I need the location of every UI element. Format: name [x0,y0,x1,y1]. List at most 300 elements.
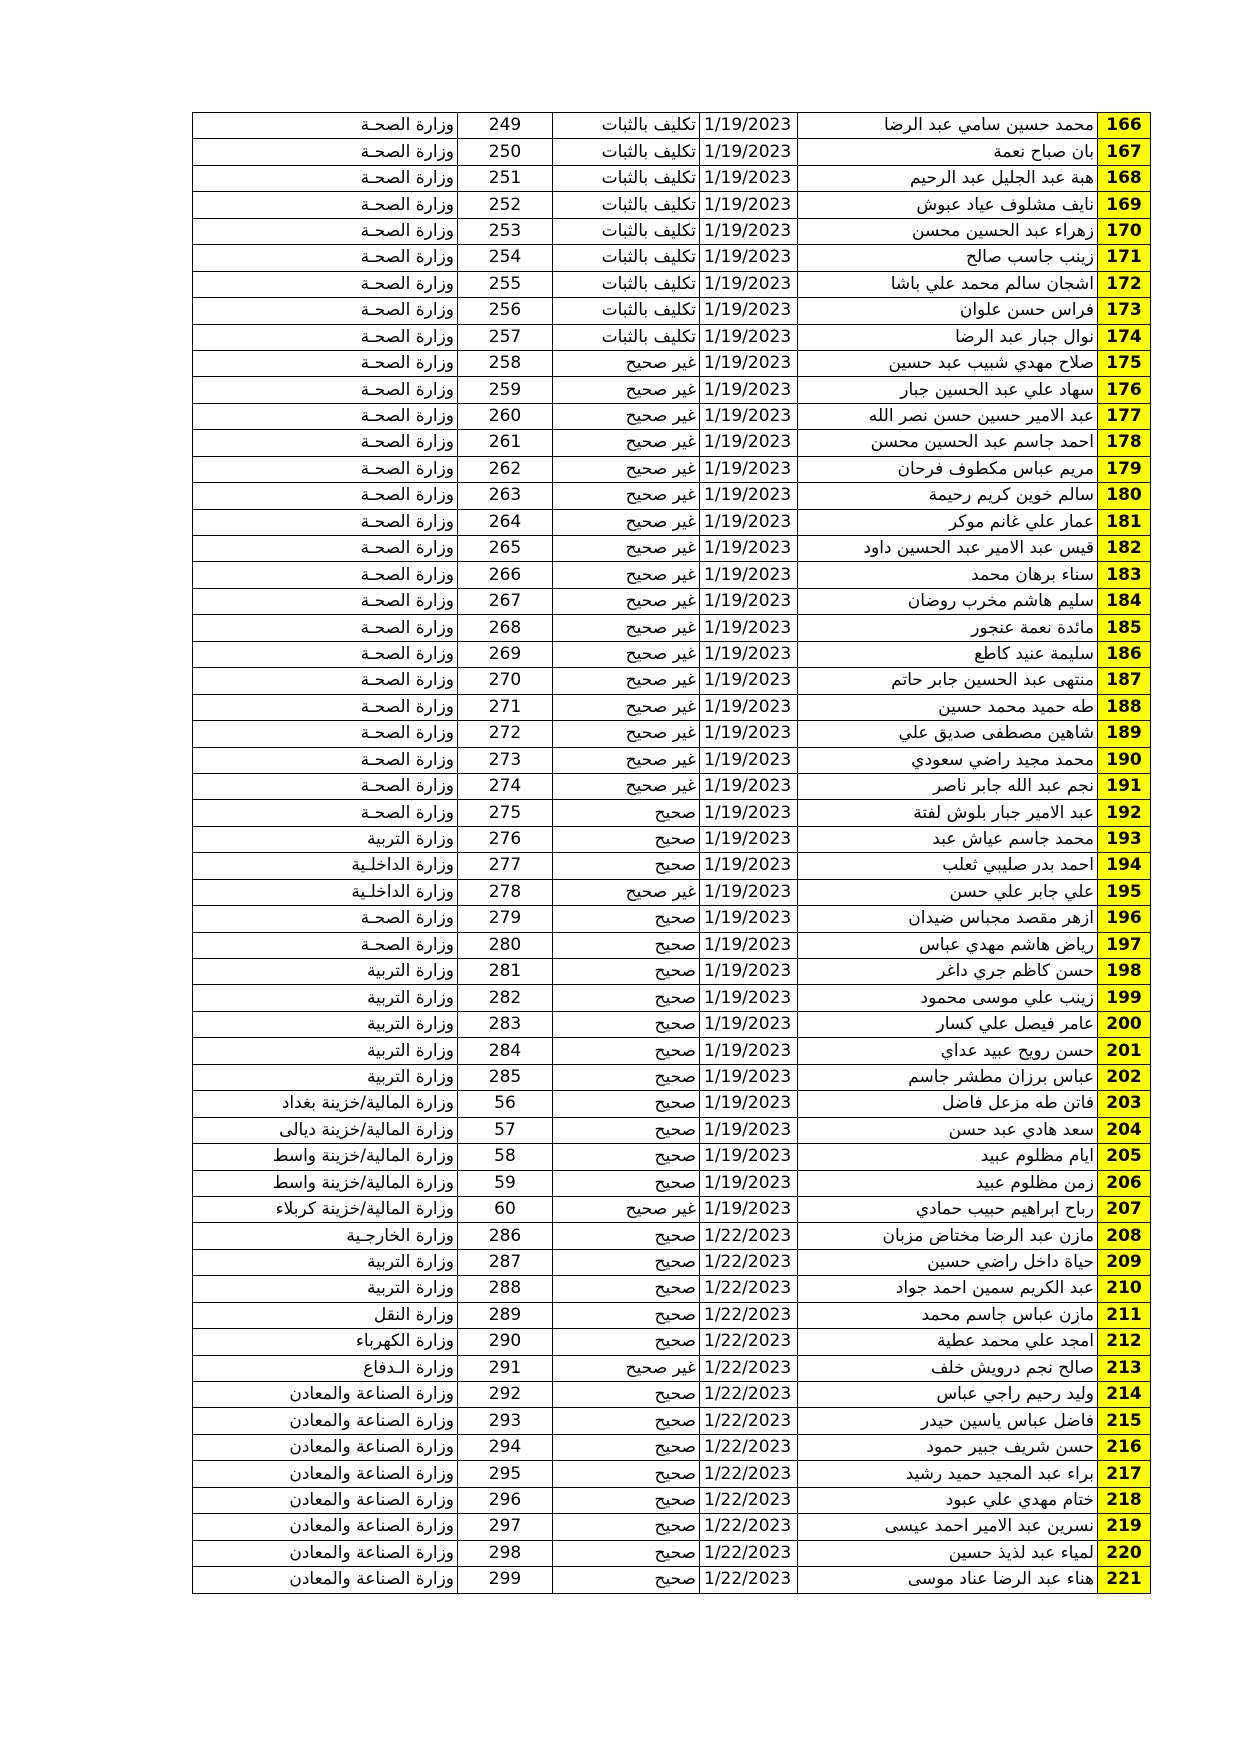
status-cell: غير صحيح [553,588,700,614]
table-row [193,1434,1151,1460]
name-cell: هبة عبد الجليل عبد الرحيم [798,165,1098,191]
status-cell: صحيح [553,826,700,852]
ministry-cell: وزارة التربية [193,959,458,985]
code-cell: 285 [458,1064,553,1090]
status-cell: تكليف بالثبات [553,113,700,139]
status-cell: صحيح [553,1408,700,1434]
date-cell: 1/19/2023 [700,324,798,350]
date-cell: 1/22/2023 [700,1461,798,1487]
date-cell: 1/19/2023 [700,668,798,694]
row-number-cell: 198 [1098,959,1151,985]
ministry-cell: وزارة الصحـة [193,800,458,826]
ministry-cell: وزارة المالية/خزينة واسط [193,1170,458,1196]
status-cell: غير صحيح [553,509,700,535]
name-cell: عامر فيصل علي كسار [798,1011,1098,1037]
table-row [193,747,1151,773]
table-row [193,1011,1151,1037]
ministry-cell: وزارة الصحـة [193,298,458,324]
code-cell: 264 [458,509,553,535]
table-row [193,1170,1151,1196]
row-number-cell: 209 [1098,1249,1151,1275]
code-cell: 56 [458,1091,553,1117]
row-number-cell: 184 [1098,588,1151,614]
code-cell: 270 [458,668,553,694]
name-cell: نجم عبد الله جابر ناصر [798,773,1098,799]
row-number-cell: 204 [1098,1117,1151,1143]
date-cell: 1/19/2023 [700,826,798,852]
table-row [193,1196,1151,1222]
table-row [193,324,1151,350]
row-number-cell: 195 [1098,879,1151,905]
row-number-cell: 210 [1098,1276,1151,1302]
status-cell: غير صحيح [553,1196,700,1222]
date-cell: 1/22/2023 [700,1329,798,1355]
table-row [193,641,1151,667]
name-cell: عبد الامير جبار بلوش لفتة [798,800,1098,826]
status-cell: غير صحيح [553,773,700,799]
row-number-cell: 208 [1098,1223,1151,1249]
date-cell: 1/19/2023 [700,245,798,271]
date-cell: 1/19/2023 [700,1196,798,1222]
name-cell: سليمة عنيد كاطع [798,641,1098,667]
name-cell: ختام مهدي علي عبود [798,1487,1098,1513]
name-cell: فاتن طه مزعل فاضل [798,1091,1098,1117]
name-cell: مازن عبد الرضا مختاض مزبان [798,1223,1098,1249]
table-row [193,853,1151,879]
date-cell: 1/19/2023 [700,959,798,985]
date-cell: 1/19/2023 [700,139,798,165]
name-cell: ازهر مقصد مجباس ضيدان [798,906,1098,932]
status-cell: غير صحيح [553,483,700,509]
status-cell: صحيح [553,1540,700,1566]
date-cell: 1/19/2023 [700,509,798,535]
table-row [193,1117,1151,1143]
name-cell: نوال جبار عبد الرضا [798,324,1098,350]
row-number-cell: 201 [1098,1038,1151,1064]
name-cell: فاضل عباس ياسين حيدر [798,1408,1098,1434]
name-cell: نايف مشلوف عياد عبوش [798,192,1098,218]
table-row [193,1302,1151,1328]
row-number-cell: 169 [1098,192,1151,218]
row-number-cell: 192 [1098,800,1151,826]
table-row [193,271,1151,297]
name-cell: لمياء عبد لذيذ حسين [798,1540,1098,1566]
status-cell: صحيح [553,985,700,1011]
code-cell: 273 [458,747,553,773]
date-cell: 1/19/2023 [700,430,798,456]
row-number-cell: 171 [1098,245,1151,271]
ministry-cell: وزارة الكهرباء [193,1329,458,1355]
status-cell: تكليف بالثبات [553,245,700,271]
date-cell: 1/22/2023 [700,1487,798,1513]
row-number-cell: 196 [1098,906,1151,932]
date-cell: 1/19/2023 [700,747,798,773]
name-cell: حسن كاظم جري داغر [798,959,1098,985]
status-cell: صحيح [553,1144,700,1170]
name-cell: حسن رويح عبيد عداي [798,1038,1098,1064]
name-cell: قيس عبد الامير عبد الحسين داود [798,536,1098,562]
status-cell: صحيح [553,800,700,826]
code-cell: 59 [458,1170,553,1196]
date-cell: 1/19/2023 [700,218,798,244]
name-cell: عبد الكريم سمين احمد جواد [798,1276,1098,1302]
table-row [193,615,1151,641]
row-number-cell: 170 [1098,218,1151,244]
row-number-cell: 194 [1098,853,1151,879]
row-number-cell: 203 [1098,1091,1151,1117]
row-number-cell: 191 [1098,773,1151,799]
status-cell: غير صحيح [553,403,700,429]
row-number-cell: 167 [1098,139,1151,165]
table-row [193,906,1151,932]
ministry-cell: وزارة الصحـة [193,483,458,509]
ministry-cell: وزارة الصحـة [193,641,458,667]
row-number-cell: 207 [1098,1196,1151,1222]
date-cell: 1/22/2023 [700,1249,798,1275]
status-cell: صحيح [553,906,700,932]
date-cell: 1/19/2023 [700,562,798,588]
code-cell: 279 [458,906,553,932]
row-number-cell: 221 [1098,1567,1151,1593]
row-number-cell: 182 [1098,536,1151,562]
ministry-cell: وزارة التربية [193,826,458,852]
row-number-cell: 213 [1098,1355,1151,1381]
status-cell: صحيح [553,1434,700,1460]
date-cell: 1/19/2023 [700,1170,798,1196]
code-cell: 252 [458,192,553,218]
row-number-cell: 217 [1098,1461,1151,1487]
date-cell: 1/19/2023 [700,985,798,1011]
table-row [193,483,1151,509]
name-cell: سالم خوين كريم رحيمة [798,483,1098,509]
ministry-cell: وزارة الصحـة [193,139,458,165]
table-row [193,1382,1151,1408]
date-cell: 1/22/2023 [700,1302,798,1328]
name-cell: مريم عباس مكطوف فرحان [798,456,1098,482]
status-cell: صحيح [553,1038,700,1064]
name-cell: حياة داخل راضي حسين [798,1249,1098,1275]
date-cell: 1/19/2023 [700,536,798,562]
code-cell: 289 [458,1302,553,1328]
row-number-cell: 193 [1098,826,1151,852]
records-table-container [192,112,1142,1594]
name-cell: امجد علي محمد عطية [798,1329,1098,1355]
status-cell: غير صحيح [553,536,700,562]
ministry-cell: وزارة الصحـة [193,377,458,403]
status-cell: صحيح [553,1064,700,1090]
code-cell: 280 [458,932,553,958]
ministry-cell: وزارة الصناعة والمعادن [193,1487,458,1513]
date-cell: 1/22/2023 [700,1408,798,1434]
name-cell: مائدة نعمة عنجور [798,615,1098,641]
date-cell: 1/19/2023 [700,906,798,932]
ministry-cell: وزارة الصحـة [193,218,458,244]
row-number-cell: 168 [1098,165,1151,191]
status-cell: غير صحيح [553,430,700,456]
code-cell: 294 [458,1434,553,1460]
table-row [193,1223,1151,1249]
name-cell: منتهى عبد الحسين جابر حاتم [798,668,1098,694]
ministry-cell: وزارة الصحـة [193,271,458,297]
table-row [193,139,1151,165]
status-cell: تكليف بالثبات [553,218,700,244]
code-cell: 296 [458,1487,553,1513]
ministry-cell: وزارة المالية/خزينة ديالى [193,1117,458,1143]
date-cell: 1/19/2023 [700,271,798,297]
row-number-cell: 189 [1098,721,1151,747]
code-cell: 274 [458,773,553,799]
status-cell: غير صحيح [553,641,700,667]
status-cell: صحيح [553,1011,700,1037]
table-row [193,245,1151,271]
name-cell: احمد بدر صليبي ثعلب [798,853,1098,879]
ministry-cell: وزارة الصحـة [193,324,458,350]
code-cell: 261 [458,430,553,456]
records-table-body [193,113,1151,1594]
code-cell: 293 [458,1408,553,1434]
date-cell: 1/19/2023 [700,298,798,324]
name-cell: محمد حسين سامي عبد الرضا [798,113,1098,139]
table-row [193,668,1151,694]
table-row [193,1091,1151,1117]
name-cell: بان صباح نعمة [798,139,1098,165]
table-row [193,1276,1151,1302]
table-row [193,1461,1151,1487]
ministry-cell: وزارة الصحـة [193,694,458,720]
ministry-cell: وزارة الخارجـية [193,1223,458,1249]
name-cell: هناء عبد الرضا عناد موسى [798,1567,1098,1593]
date-cell: 1/19/2023 [700,1144,798,1170]
table-row [193,773,1151,799]
date-cell: 1/22/2023 [700,1223,798,1249]
ministry-cell: وزارة التربية [193,1064,458,1090]
ministry-cell: وزارة الصناعة والمعادن [193,1514,458,1540]
status-cell: صحيح [553,1514,700,1540]
ministry-cell: وزارة الـدفاع [193,1355,458,1381]
status-cell: غير صحيح [553,747,700,773]
code-cell: 58 [458,1144,553,1170]
code-cell: 292 [458,1382,553,1408]
status-cell: صحيح [553,1117,700,1143]
ministry-cell: وزارة الصناعة والمعادن [193,1382,458,1408]
code-cell: 282 [458,985,553,1011]
date-cell: 1/19/2023 [700,588,798,614]
table-row [193,959,1151,985]
table-row [193,536,1151,562]
date-cell: 1/22/2023 [700,1514,798,1540]
ministry-cell: وزارة الصناعة والمعادن [193,1540,458,1566]
ministry-cell: وزارة الصناعة والمعادن [193,1567,458,1593]
ministry-cell: وزارة التربية [193,985,458,1011]
status-cell: غير صحيح [553,1355,700,1381]
row-number-cell: 175 [1098,350,1151,376]
table-row [193,456,1151,482]
date-cell: 1/19/2023 [700,615,798,641]
date-cell: 1/19/2023 [700,721,798,747]
code-cell: 254 [458,245,553,271]
code-cell: 295 [458,1461,553,1487]
ministry-cell: وزارة الصحـة [193,403,458,429]
ministry-cell: وزارة الصحـة [193,350,458,376]
code-cell: 284 [458,1038,553,1064]
table-row [193,350,1151,376]
row-number-cell: 188 [1098,694,1151,720]
row-number-cell: 177 [1098,403,1151,429]
code-cell: 258 [458,350,553,376]
status-cell: صحيح [553,1461,700,1487]
status-cell: غير صحيح [553,694,700,720]
table-row [193,694,1151,720]
row-number-cell: 219 [1098,1514,1151,1540]
row-number-cell: 179 [1098,456,1151,482]
status-cell: صحيح [553,1249,700,1275]
status-cell: غير صحيح [553,668,700,694]
name-cell: محمد مجيد راضي سعودي [798,747,1098,773]
date-cell: 1/19/2023 [700,641,798,667]
table-row [193,1355,1151,1381]
ministry-cell: وزارة الداخلـية [193,879,458,905]
date-cell: 1/19/2023 [700,377,798,403]
name-cell: براء عبد المجيد حميد رشيد [798,1461,1098,1487]
status-cell: صحيح [553,1276,700,1302]
row-number-cell: 166 [1098,113,1151,139]
date-cell: 1/22/2023 [700,1434,798,1460]
status-cell: صحيح [553,1487,700,1513]
status-cell: غير صحيح [553,377,700,403]
name-cell: سهاد علي عبد الحسين جبار [798,377,1098,403]
ministry-cell: وزارة الصناعة والمعادن [193,1408,458,1434]
row-number-cell: 180 [1098,483,1151,509]
table-row [193,298,1151,324]
status-cell: تكليف بالثبات [553,271,700,297]
name-cell: صالح نجم درويش خلف [798,1355,1098,1381]
code-cell: 267 [458,588,553,614]
ministry-cell: وزارة التربية [193,1038,458,1064]
row-number-cell: 202 [1098,1064,1151,1090]
name-cell: سعد هادي عبد حسن [798,1117,1098,1143]
name-cell: سليم هاشم مخرب روضان [798,588,1098,614]
code-cell: 255 [458,271,553,297]
table-row [193,826,1151,852]
date-cell: 1/19/2023 [700,403,798,429]
name-cell: زمن مظلوم عبيد [798,1170,1098,1196]
ministry-cell: وزارة المالية/خزينة كربلاء [193,1196,458,1222]
code-cell: 272 [458,721,553,747]
table-row [193,588,1151,614]
date-cell: 1/19/2023 [700,483,798,509]
row-number-cell: 218 [1098,1487,1151,1513]
code-cell: 268 [458,615,553,641]
table-row [193,721,1151,747]
ministry-cell: وزارة الصحـة [193,615,458,641]
row-number-cell: 200 [1098,1011,1151,1037]
name-cell: مازن عباس جاسم محمد [798,1302,1098,1328]
status-cell: غير صحيح [553,562,700,588]
table-row [193,192,1151,218]
name-cell: نسرين عبد الامير احمد عيسى [798,1514,1098,1540]
ministry-cell: وزارة الصحـة [193,456,458,482]
status-cell: تكليف بالثبات [553,298,700,324]
date-cell: 1/19/2023 [700,879,798,905]
ministry-cell: وزارة الصحـة [193,245,458,271]
row-number-cell: 185 [1098,615,1151,641]
date-cell: 1/19/2023 [700,932,798,958]
date-cell: 1/19/2023 [700,456,798,482]
status-cell: غير صحيح [553,615,700,641]
table-row [193,800,1151,826]
date-cell: 1/19/2023 [700,1091,798,1117]
ministry-cell: وزارة الصحـة [193,536,458,562]
date-cell: 1/22/2023 [700,1382,798,1408]
name-cell: عباس برزان مطشر جاسم [798,1064,1098,1090]
code-cell: 283 [458,1011,553,1037]
table-row [193,932,1151,958]
status-cell: صحيح [553,932,700,958]
name-cell: زهراء عبد الحسين محسن [798,218,1098,244]
ministry-cell: وزارة الصناعة والمعادن [193,1434,458,1460]
code-cell: 298 [458,1540,553,1566]
status-cell: تكليف بالثبات [553,324,700,350]
code-cell: 286 [458,1223,553,1249]
ministry-cell: وزارة الصحـة [193,430,458,456]
table-row [193,1514,1151,1540]
code-cell: 265 [458,536,553,562]
ministry-cell: وزارة الصحـة [193,747,458,773]
row-number-cell: 173 [1098,298,1151,324]
ministry-cell: وزارة الصحـة [193,588,458,614]
name-cell: صلاح مهدي شبيب عبد حسين [798,350,1098,376]
status-cell: غير صحيح [553,879,700,905]
code-cell: 262 [458,456,553,482]
status-cell: تكليف بالثبات [553,165,700,191]
code-cell: 266 [458,562,553,588]
date-cell: 1/19/2023 [700,800,798,826]
status-cell: صحيح [553,1567,700,1593]
status-cell: صحيح [553,1091,700,1117]
date-cell: 1/19/2023 [700,1038,798,1064]
ministry-cell: وزارة الصحـة [193,906,458,932]
name-cell: زينب جاسب صالح [798,245,1098,271]
date-cell: 1/19/2023 [700,1011,798,1037]
status-cell: صحيح [553,959,700,985]
row-number-cell: 214 [1098,1382,1151,1408]
status-cell: صحيح [553,853,700,879]
ministry-cell: وزارة الصحـة [193,932,458,958]
status-cell: صحيح [553,1170,700,1196]
ministry-cell: وزارة التربية [193,1276,458,1302]
status-cell: غير صحيح [553,350,700,376]
ministry-cell: وزارة الصحـة [193,773,458,799]
code-cell: 259 [458,377,553,403]
table-row [193,1408,1151,1434]
date-cell: 1/19/2023 [700,113,798,139]
row-number-cell: 190 [1098,747,1151,773]
table-row [193,1144,1151,1170]
code-cell: 256 [458,298,553,324]
name-cell: عبد الامير حسين حسن نصر الله [798,403,1098,429]
table-row [193,1540,1151,1566]
date-cell: 1/22/2023 [700,1355,798,1381]
code-cell: 281 [458,959,553,985]
code-cell: 299 [458,1567,553,1593]
ministry-cell: وزارة التربية [193,1011,458,1037]
name-cell: حسن شريف جبير حمود [798,1434,1098,1460]
row-number-cell: 197 [1098,932,1151,958]
code-cell: 57 [458,1117,553,1143]
table-row [193,1038,1151,1064]
row-number-cell: 199 [1098,985,1151,1011]
row-number-cell: 212 [1098,1329,1151,1355]
